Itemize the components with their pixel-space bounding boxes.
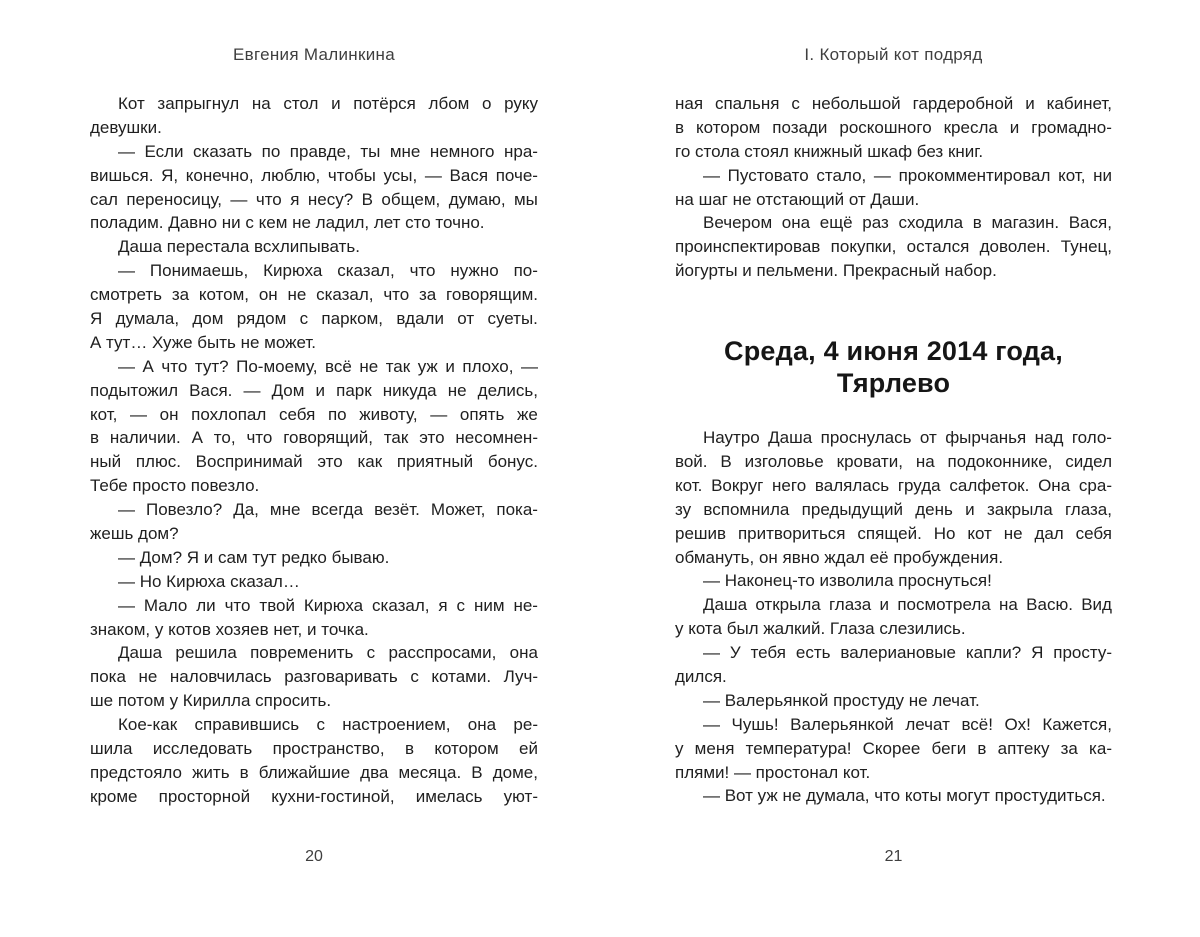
- text-line: — Валерьянкой простуду не лечат.: [703, 690, 980, 710]
- text-line: на шаг не отстающий от Даши.: [675, 189, 920, 209]
- text-line: го стола стоял книжный шкаф без книг.: [675, 141, 984, 161]
- text-line: подытожил Вася. — Дом и парк никуда не делись,: [90, 380, 538, 400]
- text-line: знаком, у котов хозяев нет, и точка.: [90, 619, 369, 639]
- right-body: [675, 92, 1112, 808]
- text-line: — Пустовато стало, — прокомментировал кот, ни: [703, 165, 1112, 185]
- text-line: — Вот уж не думала, что коты могут простудиться.: [703, 786, 1106, 806]
- text-line: — Понимаешь, Кирюха сказал, что нужно по-: [118, 261, 538, 281]
- text-line: ный плюс. Воспринимай это как приятный бонус.: [90, 452, 538, 472]
- left-page: [90, 0, 538, 937]
- text-line: поладим. Давно ни с кем не ладил, лет сто точно.: [90, 213, 485, 233]
- text-line: Кот запрыгнул на стол и потёрся лбом о руку: [118, 94, 538, 113]
- text-line: — Повезло? Да, мне всегда везёт. Может, пока-: [118, 500, 538, 520]
- text-line: Кое-как справившись с настроением, она ре-: [118, 715, 538, 735]
- text-line: в котором позади роскошного кресла и громадно-: [675, 117, 1112, 137]
- text-line: Вечером она ещё раз сходила в магазин. Вася,: [703, 213, 1112, 233]
- text-line: в наличии. А то, что говорящий, так это несомнен-: [90, 428, 538, 448]
- text-line: Наутро Даша проснулась от фырчанья над голо-: [703, 428, 1112, 448]
- text-line: — У тебя есть валериановые капли? Я просту-: [703, 643, 1112, 663]
- section-heading-line: Тярлево: [836, 368, 951, 399]
- text-line: вишься. Я, конечно, люблю, чтобы усы, — Вася поче-: [90, 165, 538, 185]
- text-line: пока не наловчилась разговаривать с котами. Луч-: [90, 667, 538, 687]
- text-line: у кота был жалкий. Глаза слезились.: [675, 619, 966, 639]
- page-number-left: 20: [305, 848, 323, 865]
- text-line: — А что тут? По-моему, всё не так уж и плохо, —: [118, 356, 538, 376]
- text-line: кроме просторной кухни-гостиной, имелась уют-: [90, 786, 538, 806]
- section-heading-line: Среда, 4 июня 2014 года,: [724, 336, 1063, 367]
- text-line: зу вспомнила предыдущий день и закрыла глаза,: [675, 499, 1112, 519]
- text-line: йогурты и пельмени. Прекрасный набор.: [675, 261, 997, 281]
- text-line: плями! — простонал кот.: [675, 762, 871, 782]
- text-line: — Если сказать по правде, ты мне немного нра-: [118, 141, 538, 161]
- text-line: ная спальня с небольшой гардеробной и кабинет,: [675, 94, 1112, 113]
- running-header-author: Евгения Малинкина: [233, 45, 395, 64]
- text-line: А тут… Хуже быть не может.: [90, 332, 316, 352]
- right-page: [675, 0, 1112, 937]
- text-line: дился.: [675, 667, 727, 687]
- text-line: жешь дом?: [90, 524, 179, 544]
- text-line: у меня температура! Скорее беги в аптеку за ка-: [675, 738, 1112, 758]
- text-line: — Чушь! Валерьянкой лечат всё! Ох! Кажется,: [703, 714, 1112, 734]
- page-number-right: 21: [884, 848, 903, 865]
- text-line: кот. Вокруг него валялась груда салфеток. Она сра-: [675, 475, 1112, 495]
- section-heading: [675, 335, 1112, 399]
- text-line: сал переносицу, — что я несу? В общем, думаю, мы: [90, 189, 538, 209]
- text-line: — Но Кирюха сказал…: [118, 571, 300, 591]
- text-line: девушки.: [90, 117, 162, 137]
- text-line: Даша открыла глаза и посмотрела на Васю. Вид: [703, 595, 1112, 615]
- text-line: — Мало ли что твой Кирюха сказал, я с ним не-: [118, 595, 538, 615]
- text-line: Даша решила повременить с расспросами, она: [118, 643, 538, 663]
- text-line: — Дом? Я и сам тут редко бываю.: [118, 547, 390, 567]
- text-line: предстояло жить в ближайшие два месяца. В доме,: [90, 762, 538, 782]
- text-line: Я думала, дом рядом с парком, вдали от суеты.: [90, 309, 538, 329]
- text-line: ше потом у Кирилла спросить.: [90, 691, 332, 711]
- text-line: Даша перестала всхлипывать.: [118, 237, 360, 257]
- text-line: — Наконец-то изволила проснуться!: [703, 571, 992, 591]
- text-line: шила исследовать пространство, в котором ей: [90, 739, 538, 759]
- text-line: Тебе просто повезло.: [90, 476, 260, 496]
- running-header-chapter: I. Который кот подряд: [804, 45, 983, 64]
- text-line: проинспектировав покупки, остался доволен. Тунец,: [675, 237, 1112, 257]
- left-body: [90, 92, 538, 809]
- text-line: смотреть за котом, он не сказал, что за говорящим.: [90, 285, 538, 305]
- text-line: вой. В изголовье кровати, на подоконнике, сидел: [675, 452, 1112, 472]
- text-line: решив притвориться спящей. Но кот не дал себя: [675, 523, 1112, 543]
- text-line: обмануть, он явно ждал её пробуждения.: [675, 547, 1004, 567]
- text-line: кот, — он похлопал себя по животу, — опять же: [90, 404, 538, 424]
